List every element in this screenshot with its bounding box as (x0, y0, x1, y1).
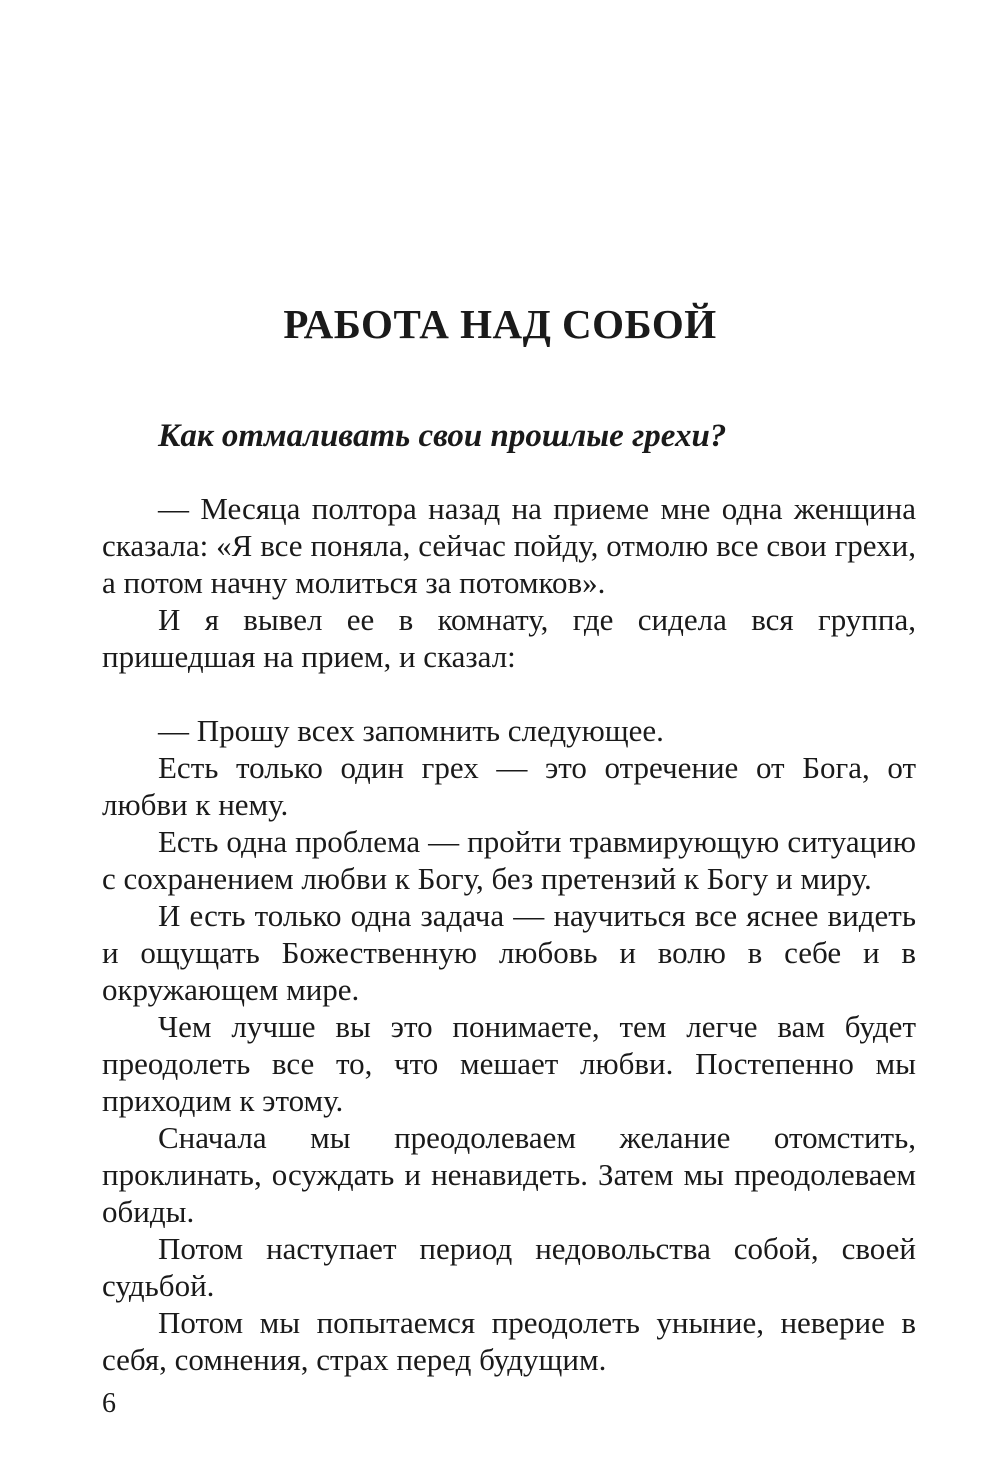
chapter-title: РАБОТА НАД СОБОЙ (283, 301, 717, 347)
paragraph-7: Чем лучше вы это понимаете, тем легче вам будет преодолеть все то, что мешает любви. Постепенно мы приходим к этому. (102, 1009, 916, 1118)
paragraph-1: — Месяца полтора назад на приеме мне одна женщина сказала: «Я все поняла, сейчас пойду, отмолю все свои грехи, а потом начну молиться за потомков». (102, 491, 916, 600)
paragraph-2: И я вывел ее в комнату, где сидела вся группа, пришедшая на прием, и сказал: (102, 602, 916, 674)
page-number: 6 (102, 1388, 116, 1419)
paragraph-10: Потом мы попытаемся преодолеть уныние, неверие в себя, сомнения, страх перед будущим. (102, 1305, 916, 1377)
paragraph-5: Есть одна проблема — пройти травмирующую ситуацию с сохранением любви к Богу, без претензий к Богу и миру. (102, 824, 916, 896)
paragraph-6: И есть только одна задача — научиться все яснее видеть и ощущать Божественную любовь и волю в себе и в окружающем мире. (102, 898, 916, 1007)
section-heading: Как отмаливать свои прошлые грехи? (158, 418, 727, 454)
paragraph-9: Потом наступает период недовольства собой, своей судьбой. (102, 1231, 916, 1303)
paragraph-3: — Прошу всех запомнить следующее. (158, 713, 664, 748)
paragraph-8: Сначала мы преодолеваем желание отомстить, проклинать, осуждать и ненавидеть. Затем мы преодолеваем обиды. (102, 1120, 916, 1229)
paragraph-4: Есть только один грех — это отречение от Бога, от любви к нему. (102, 750, 916, 822)
body-text (102, 490, 916, 1378)
